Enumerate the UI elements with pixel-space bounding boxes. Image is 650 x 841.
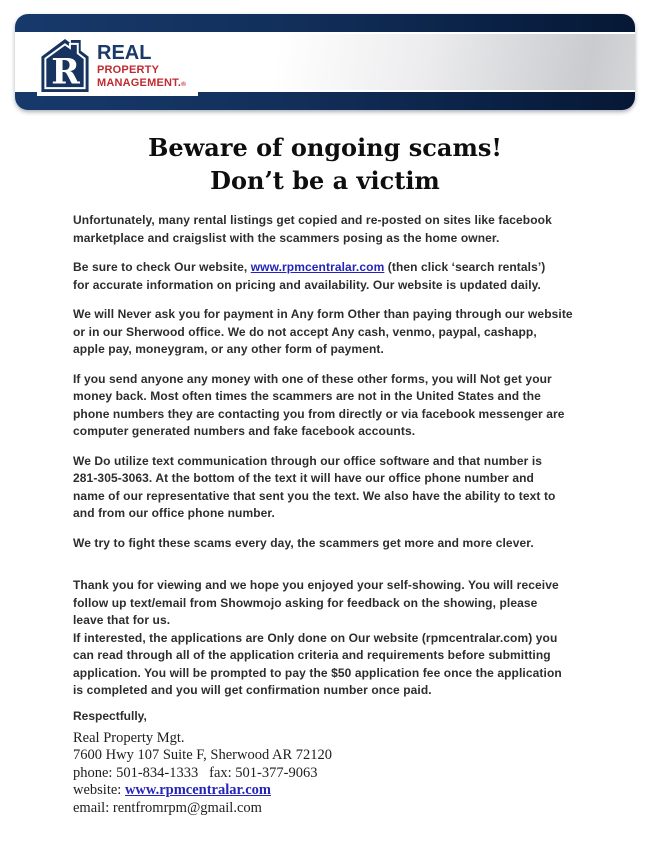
logo-word-management <box>97 78 186 89</box>
svg-text:R: R <box>51 52 80 93</box>
text-before-link: Be sure to check Our website, <box>73 260 251 274</box>
page-title <box>0 131 650 197</box>
banner-top-stripe <box>15 14 635 32</box>
title-line-2: Don’t be a victim <box>210 166 440 195</box>
letter-body <box>73 212 633 712</box>
paragraph-money-warning: If you send anyone any money with one of these other forms, you will Not get your money back. Most often times the scammers are not in the United States and the phone numbers they are contacting you from directly or via facebook messenger are computer generated numbers and fake facebook accounts. <box>73 371 565 438</box>
signature-details <box>73 730 332 818</box>
website-link-signature[interactable]: www.rpmcentralar.com <box>124 782 271 798</box>
website-label: website: <box>73 782 122 798</box>
logo-wordmark <box>97 43 186 89</box>
paragraph-check-website <box>73 259 633 294</box>
text-after-link: (then click ‘search rentals’) <box>384 260 546 274</box>
registered-trademark-symbol: ® <box>181 80 187 88</box>
signature-phone-fax: phone: 501-834-1333 fax: 501-377-9063 <box>73 764 318 781</box>
paragraph-payment-policy: We will Never ask you for payment in Any form Other than paying through our website or in our Sherwood office. We do not accept Any cash, venmo, paypal, cashapp, apple pay, moneygram, or any other form of payment. <box>73 307 573 356</box>
logo-word-property: PROPERTY <box>97 63 160 76</box>
paragraph-line <box>73 259 633 277</box>
signature-company: Real Property Mgt. <box>73 729 185 746</box>
paragraph-listings-copied: Unfortunately, many rental listings get copied and re-posted on sites like facebook marketplace and craigslist with the scammers posing as the home owner. <box>73 213 552 245</box>
signature-website <box>73 782 332 800</box>
logo-word-management-text: MANAGEMENT. <box>97 76 182 89</box>
paragraph-line: for accurate information on pricing and availability. Our website is updated daily. <box>73 277 541 292</box>
signature-block <box>73 708 332 817</box>
paragraph-thank-you-application: Thank you for viewing and we hope you enjoyed your self-showing. You will receive follow up text/email from Showmojo asking for feedback on the showing, please leave that for us. If interested, the applications are Only done on Our website (rpmcentralar.com) you can read through all of the application criteria and requirements before submitting application. You will be prompted to pay the $50 application fee once the application is completed and you will get confirmation number once paid. <box>73 578 562 697</box>
logo-word-real: REAL <box>97 41 152 64</box>
paragraph-text-communication: We Do utilize text communication through our office software and that number is 281-305-3063. At the bottom of the text it will have our office phone number and name of our representative that sent you the text. We also have the ability to text to and from our office phone number. <box>73 453 556 520</box>
website-link-inline[interactable]: www.rpmcentralar.com <box>250 260 385 274</box>
rpm-logo <box>37 35 198 96</box>
rpm-header-banner <box>15 14 635 110</box>
title-line-1: Beware of ongoing scams! <box>148 133 502 162</box>
paragraph-fight-scams: We try to fight these scams every day, the scammers get more and more clever. <box>73 535 534 550</box>
signature-address: 7600 Hwy 107 Suite F, Sherwood AR 72120 <box>73 747 333 763</box>
signature-email: email: rentfromrpm@gmail.com <box>73 799 262 816</box>
rpm-house-r-icon <box>40 38 90 93</box>
signature-closing: Respectfully, <box>73 709 147 723</box>
